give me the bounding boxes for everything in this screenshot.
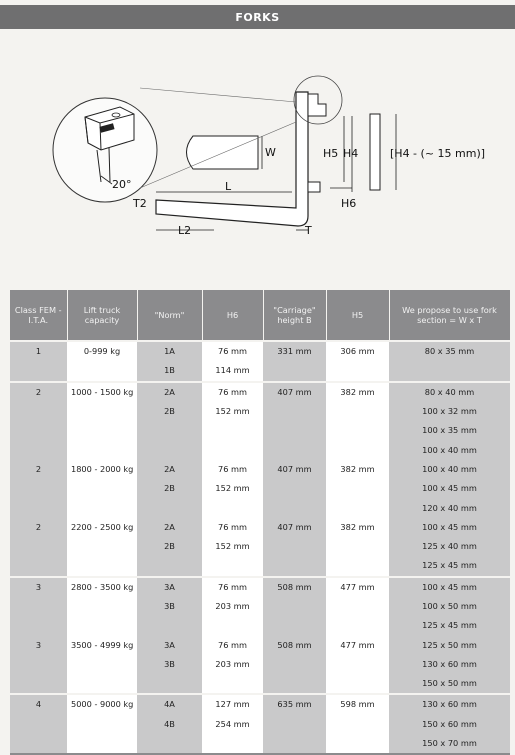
cell-class: 3 [10,635,67,654]
cell-fork-section: 125 x 50 mm [389,635,510,654]
cell-h6: 127 mm [202,694,263,714]
cell-h6: 76 mm [202,518,263,537]
table-row [10,616,510,635]
cell-class [10,616,67,635]
cell-h5 [326,655,389,674]
cell-h5 [326,597,389,616]
table-row [10,402,510,421]
page-title: FORKS [235,10,280,24]
cell-fork-section: 100 x 40 mm [389,440,510,459]
cell-h6: 203 mm [202,655,263,674]
cell-class [10,597,67,616]
cell-h6 [202,498,263,517]
cell-capacity: 2800 - 3500 kg [67,577,137,597]
cell-h5 [326,537,389,556]
cell-norm [137,421,202,440]
cell-fork-section: 100 x 45 mm [389,479,510,498]
table-row [10,597,510,616]
cell-capacity [67,479,137,498]
cell-h5 [326,402,389,421]
cell-h6: 76 mm [202,577,263,597]
cell-class [10,734,67,754]
fork-detail-circle [53,98,157,202]
cell-capacity: 2200 - 2500 kg [67,518,137,537]
cell-carriage-height [263,421,326,440]
cell-carriage-height: 407 mm [263,460,326,479]
label-h4: H4 [343,147,359,160]
cell-class [10,556,67,576]
col-carriage-height: "Carriage" height B [263,290,326,341]
cell-h5: 382 mm [326,460,389,479]
cell-h6: 76 mm [202,635,263,654]
cell-capacity: 3500 - 4999 kg [67,635,137,654]
cell-h6 [202,616,263,635]
cell-capacity: 5000 - 9000 kg [67,694,137,714]
cell-fork-section: 150 x 50 mm [389,674,510,694]
cell-h5 [326,361,389,381]
fork-diagram [0,30,515,285]
cell-fork-section: 100 x 50 mm [389,597,510,616]
cell-h5 [326,674,389,694]
table-row [10,694,510,714]
cell-fork-section: 130 x 60 mm [389,694,510,714]
label-l2: L2 [178,224,192,237]
cell-carriage-height [263,402,326,421]
cell-norm: 2A [137,518,202,537]
cell-capacity [67,537,137,556]
cell-class: 3 [10,577,67,597]
cell-norm [137,734,202,754]
cell-h5: 382 mm [326,518,389,537]
fork-spec-table [10,290,511,755]
cell-norm: 2B [137,479,202,498]
label-l: L [225,180,232,193]
cell-h5 [326,421,389,440]
cell-fork-section: 80 x 40 mm [389,382,510,402]
cell-class: 2 [10,382,67,402]
cell-h5 [326,498,389,517]
cell-class [10,537,67,556]
cell-norm: 3B [137,597,202,616]
cell-capacity [67,498,137,517]
cell-class: 1 [10,341,67,361]
cell-capacity: 1800 - 2000 kg [67,460,137,479]
cell-carriage-height [263,556,326,576]
label-t2: T2 [133,197,147,210]
cell-h6: 152 mm [202,537,263,556]
table-row [10,341,510,361]
table-row [10,518,510,537]
label-w: W [265,146,276,159]
cell-capacity [67,361,137,381]
cell-carriage-height: 508 mm [263,577,326,597]
col-class: Class FEM - I.T.A. [10,290,67,341]
cell-norm: 3A [137,635,202,654]
cell-fork-section: 100 x 45 mm [389,577,510,597]
cell-h6: 254 mm [202,715,263,734]
cell-fork-section: 125 x 40 mm [389,537,510,556]
cell-h5 [326,734,389,754]
cell-class: 2 [10,518,67,537]
cell-class: 4 [10,694,67,714]
cell-h6 [202,421,263,440]
cell-carriage-height [263,361,326,381]
fork-section-shape [187,136,277,169]
cell-carriage-height [263,734,326,754]
cell-h6 [202,556,263,576]
cell-norm: 3A [137,577,202,597]
table-header-row [10,290,510,341]
table-row [10,715,510,734]
cell-norm: 4A [137,694,202,714]
cell-norm [137,498,202,517]
cell-h5: 306 mm [326,341,389,361]
cell-h5: 598 mm [326,694,389,714]
cell-h5 [326,440,389,459]
angle-label: 20° [112,178,132,191]
table-row [10,361,510,381]
cell-carriage-height: 635 mm [263,694,326,714]
cell-capacity: 0-999 kg [67,341,137,361]
cell-h5 [326,715,389,734]
cell-carriage-height: 331 mm [263,341,326,361]
cell-h5 [326,556,389,576]
cell-norm: 3B [137,655,202,674]
cell-h5: 477 mm [326,635,389,654]
cell-carriage-height [263,479,326,498]
cell-carriage-height: 407 mm [263,382,326,402]
cell-norm [137,616,202,635]
col-fork-section: We propose to use fork section = W x T [389,290,510,341]
fork-hook-shape [370,114,485,190]
table-body [10,341,510,754]
cell-h6: 76 mm [202,382,263,402]
cell-fork-section: 120 x 40 mm [389,498,510,517]
cell-class [10,479,67,498]
cell-capacity [67,556,137,576]
cell-norm [137,674,202,694]
cell-carriage-height [263,498,326,517]
cell-class [10,498,67,517]
cell-carriage-height [263,616,326,635]
cell-carriage-height [263,715,326,734]
table-row [10,537,510,556]
cell-h6: 76 mm [202,460,263,479]
table-row [10,498,510,517]
cell-carriage-height [263,537,326,556]
cell-carriage-height: 407 mm [263,518,326,537]
cell-h5 [326,616,389,635]
cell-class [10,440,67,459]
cell-h6: 203 mm [202,597,263,616]
cell-h6: 152 mm [202,479,263,498]
cell-fork-section: 100 x 35 mm [389,421,510,440]
cell-h6: 76 mm [202,341,263,361]
cell-norm: 4B [137,715,202,734]
cell-class [10,402,67,421]
cell-carriage-height [263,440,326,459]
table-row [10,577,510,597]
cell-capacity [67,734,137,754]
cell-fork-section: 100 x 45 mm [389,518,510,537]
cell-class [10,361,67,381]
cell-fork-section: 150 x 60 mm [389,715,510,734]
table-row [10,655,510,674]
cell-carriage-height [263,674,326,694]
cell-class [10,421,67,440]
cell-h5: 477 mm [326,577,389,597]
cell-class [10,715,67,734]
cell-h6 [202,734,263,754]
cell-capacity [67,597,137,616]
cell-class [10,655,67,674]
table-row [10,734,510,754]
cell-h5 [326,479,389,498]
label-h6: H6 [341,197,357,210]
table-row [10,440,510,459]
col-h6: H6 [202,290,263,341]
cell-capacity [67,715,137,734]
col-h5: H5 [326,290,389,341]
cell-carriage-height [263,597,326,616]
cell-fork-section: 125 x 45 mm [389,556,510,576]
cell-class [10,674,67,694]
cell-norm [137,440,202,459]
cell-capacity: 1000 - 1500 kg [67,382,137,402]
cell-h6: 152 mm [202,402,263,421]
cell-fork-section: 125 x 45 mm [389,616,510,635]
table-row [10,674,510,694]
cell-fork-section: 150 x 70 mm [389,734,510,754]
cell-class: 2 [10,460,67,479]
cell-carriage-height: 508 mm [263,635,326,654]
cell-fork-section: 130 x 60 mm [389,655,510,674]
cell-h6 [202,440,263,459]
cell-capacity [67,616,137,635]
cell-h6 [202,674,263,694]
cell-norm [137,556,202,576]
cell-capacity [67,655,137,674]
table-row [10,421,510,440]
cell-fork-section: 100 x 40 mm [389,460,510,479]
cell-norm: 2A [137,460,202,479]
table-row [10,556,510,576]
cell-carriage-height [263,655,326,674]
label-t: T [305,224,312,237]
cell-fork-section: 80 x 35 mm [389,341,510,361]
cell-norm: 2B [137,537,202,556]
cell-h5: 382 mm [326,382,389,402]
label-h4-formula: [H4 - (~ 15 mm)] [390,147,486,160]
table-row [10,382,510,402]
cell-norm: 2B [137,402,202,421]
cell-capacity [67,440,137,459]
cell-norm: 1B [137,361,202,381]
table-row [10,635,510,654]
cell-capacity [67,421,137,440]
col-norm: "Norm" [137,290,202,341]
cell-norm: 2A [137,382,202,402]
page-header [0,5,515,29]
cell-h6: 114 mm [202,361,263,381]
cell-fork-section [389,361,510,381]
cell-capacity [67,402,137,421]
cell-fork-section: 100 x 32 mm [389,402,510,421]
label-h5: H5 [323,147,339,160]
col-capacity: Lift truck capacity [67,290,137,341]
cell-capacity [67,674,137,694]
table-row [10,479,510,498]
cell-norm: 1A [137,341,202,361]
table-row [10,460,510,479]
